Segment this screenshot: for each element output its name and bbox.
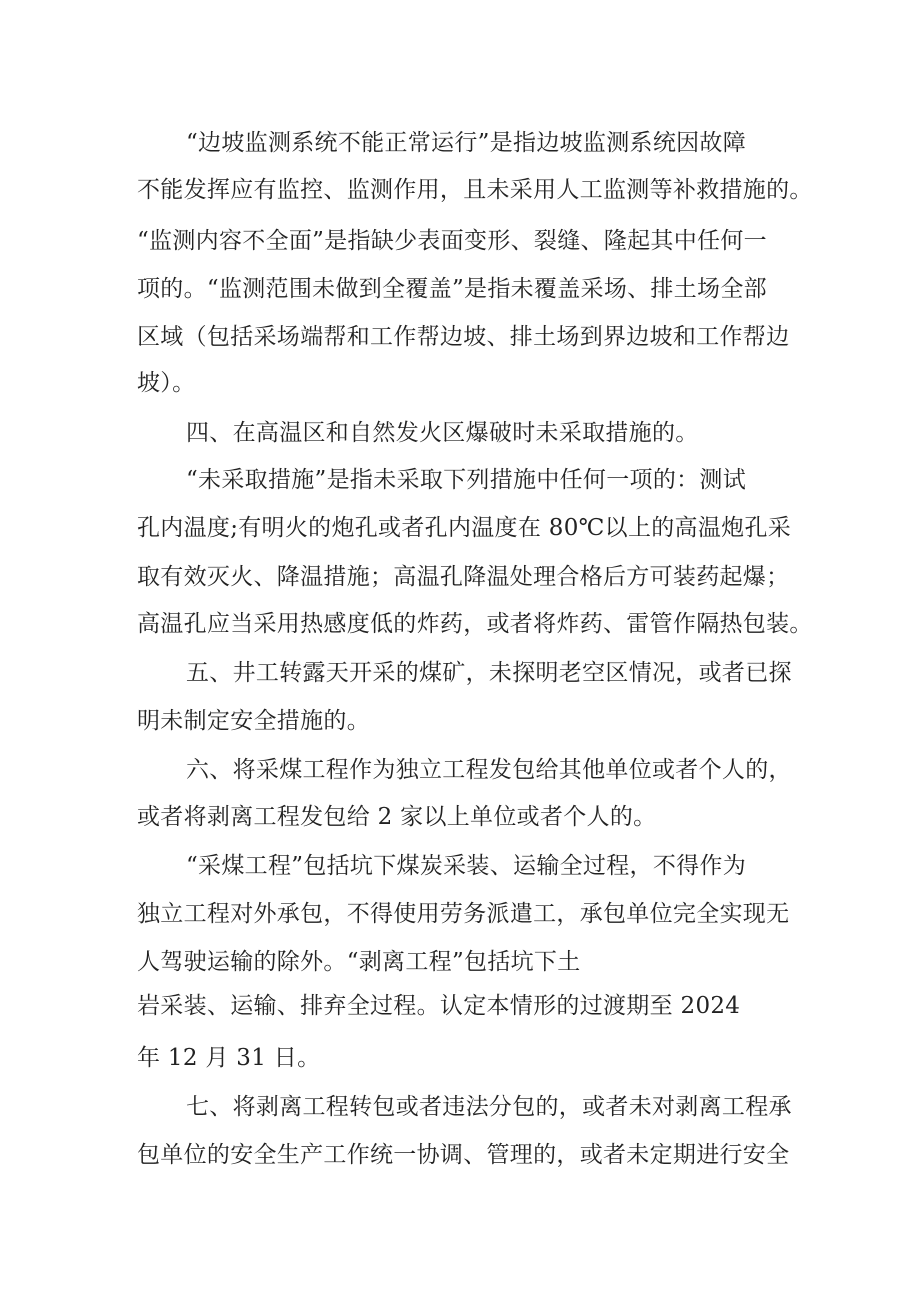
- paragraph-line: “采煤工程”包括坑下煤炭采装、运输全过程，不得作为: [186, 853, 747, 879]
- paragraph-line: 或者将剥离工程发包给 2 家以上单位或者个人的。: [137, 804, 657, 830]
- section-heading: 五、井工转露天开采的煤矿，未探明老空区情况，或者已探: [186, 660, 792, 686]
- paragraph-line: 取有效灭火、降温措施；高温孔降温处理合格后方可装药起爆；: [137, 564, 790, 590]
- paragraph-line: 高温孔应当采用热感度低的炸药，或者将炸药、雷管作隔热包装。: [137, 611, 813, 637]
- section-heading: 四、在高温区和自然发火区爆破时未采取措施的。: [186, 420, 699, 446]
- section-heading: 七、将剥离工程转包或者违法分包的，或者未对剥离工程承: [186, 1094, 792, 1120]
- paragraph-line: 坡）。: [137, 370, 196, 396]
- paragraph-line: 明未制定安全措施的。: [137, 708, 370, 734]
- paragraph-line: 岩采装、运输、排弃全过程。认定本情形的过渡期至 2024: [137, 993, 741, 1019]
- paragraph-line: 项的。“监测范围未做到全覆盖”是指未覆盖采场、排土场全部: [137, 276, 767, 302]
- paragraph-line: 独立工程对外承包，不得使用劳务派遣工，承包单位完全实现无: [137, 901, 790, 927]
- paragraph-line: “监测内容不全面”是指缺少表面变形、裂缝、隆起其中任何一: [137, 228, 767, 254]
- paragraph-line: 人驾驶运输的除外。“剥离工程”包括坑下土: [137, 949, 581, 975]
- paragraph-line: 年 12 月 31 日。: [137, 1045, 321, 1071]
- paragraph-line: 不能发挥应有监控、监测作用，且未采用人工监测等补救措施的。: [137, 177, 813, 203]
- section-heading: 六、将采煤工程作为独立工程发包给其他单位或者个人的，: [186, 757, 792, 783]
- paragraph-line: 包单位的安全生产工作统一协调、管理的，或者未定期进行安全: [137, 1142, 790, 1168]
- paragraph-line: 孔内温度;有明火的炮孔或者孔内温度在 80℃以上的高温炮孔采: [137, 515, 792, 541]
- paragraph-line: 区域（包括采场端帮和工作帮边坡、排土场到界边坡和工作帮边: [137, 324, 790, 350]
- paragraph-line: “未采取措施”是指未采取下列措施中任何一项的：测试: [186, 467, 747, 493]
- paragraph-line: “边坡监测系统不能正常运行”是指边坡监测系统因故障: [186, 130, 747, 156]
